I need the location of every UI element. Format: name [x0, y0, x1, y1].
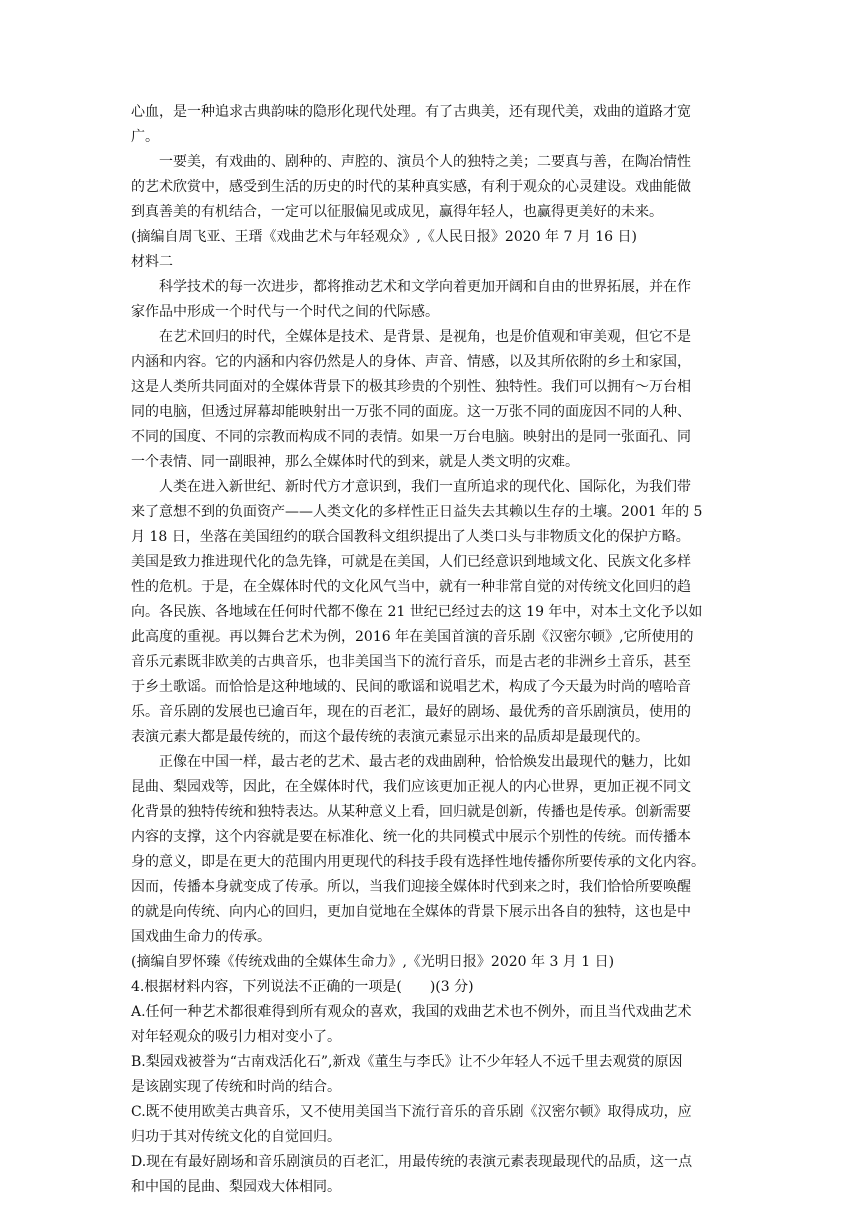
text-line: 内容的支撑，这个内容就是要在标准化、统一化的共同模式中展示个别性的传统。而传播本 [131, 829, 691, 845]
document-page [131, 100, 731, 1200]
text-line: 美国是致力推进现代化的急先锋，可就是在美国，人们已经意识到地域文化、民族文化多样 [131, 554, 691, 570]
text-line: 国戏曲生命力的传承。 [131, 929, 271, 945]
text-line: 内涵和内容。它的内涵和内容仍然是人的身体、声音、情感，以及其所依附的乡土和家国， [131, 354, 691, 370]
text-line: 音乐元素既非欧美的古典音乐，也非美国当下的流行音乐，而是古老的非洲乡土音乐，甚至 [131, 654, 691, 670]
question-4-option-d [131, 1150, 731, 1200]
text-line: 昆曲、梨园戏等，因此，在全媒体时代，我们应该更加正视人的内心世界，更加正视不同文 [131, 779, 691, 795]
material1-source-citation: (摘编自周飞亚、王瑨《戏曲艺术与年轻观众》,《人民日报》2020 年 7 月 16 日) [131, 229, 637, 245]
text-line: 一个表情、同一副眼神，那么全媒体时代的到来，就是人类文明的灾难。 [131, 454, 579, 470]
text-line: 于乡土歌谣。而恰恰是这种地域的、民间的歌谣和说唱艺术，构成了今天最为时尚的嘻哈音 [131, 679, 691, 695]
text-line: D.现在有最好剧场和音乐剧演员的百老汇，用最传统的表演元素表现最现代的品质，这一点 [131, 1154, 693, 1170]
text-line: 乐。音乐剧的发展也已逾百年，现在的百老汇，最好的剧场、最优秀的音乐剧演员，使用的 [131, 704, 691, 720]
text-line: 到真善美的有机结合，一定可以征服偏见或成见，赢得年轻人，也赢得更美好的未来。 [131, 204, 663, 220]
text-line: 在艺术回归的时代，全媒体是技术、是背景、是视角，也是价值观和审美观，但它不是 [159, 329, 691, 345]
text-line: 科学技术的每一次进步，都将推动艺术和文学向着更加开阔和自由的世界拓展，并在作 [159, 279, 691, 295]
text-line: 是该剧实现了传统和时尚的结合。 [131, 1079, 341, 1095]
text-line: 广。 [131, 129, 159, 145]
material2-paragraph-2 [131, 325, 731, 475]
material2-paragraph-1 [131, 275, 731, 325]
question-4-option-c [131, 1100, 731, 1150]
text-line: 人类在进入新世纪、新时代方才意识到，我们一直所追求的现代化、国际化，为我们带 [159, 479, 691, 495]
text-line: 一要美，有戏曲的、剧种的、声腔的、演员个人的独特之美；二要真与善，在陶冶情性 [159, 154, 691, 170]
question-4-option-b [131, 1050, 731, 1100]
text-line: 同的电脑，但透过屏幕却能映射出一万张不同的面庞。这一万张不同的面庞因不同的人种、 [131, 404, 691, 420]
text-line: 向。各民族、各地域在任何时代都不像在 21 世纪已经过去的这 19 年中，对本土文化予以如 [131, 604, 703, 620]
material1-paragraph-1 [131, 100, 731, 150]
question-4-stem: 4.根据材料内容，下列说法不正确的一项是( )(3 分) [131, 979, 474, 995]
material2-source-citation: (摘编自罗怀臻《传统戏曲的全媒体生命力》,《光明日报》2020 年 3 月 1 日) [131, 954, 615, 970]
text-line: 心血，是一种追求古典韵味的隐形化现代处理。有了古典美，还有现代美，戏曲的道路才宽 [131, 104, 691, 120]
text-line: 的就是向传统、向内心的回归，更加自觉地在全媒体的背景下展示出各自的独特，这也是中 [131, 904, 691, 920]
text-line: 性的危机。于是，在全媒体时代的文化风气当中，就有一种非常自觉的对传统文化回归的趋 [131, 579, 691, 595]
text-line: 来了意想不到的负面资产——人类文化的多样性正日益失去其赖以生存的土壤。2001 年的 5 [131, 504, 703, 520]
text-line: 不同的国度、不同的宗教而构成不同的表情。如果一万台电脑。映射出的是同一张面孔、同 [131, 429, 691, 445]
material2-paragraph-4 [131, 750, 731, 950]
text-line: 对年轻观众的吸引力相对变小了。 [131, 1029, 341, 1045]
text-line: 归功于其对传统文化的自觉回归。 [131, 1129, 341, 1145]
text-line: 身的意义，即是在更大的范围内用更现代的科技手段有选择性地传播你所要传承的文化内容。 [131, 854, 705, 870]
text-line: 表演元素大都是最传统的，而这个最传统的表演元素显示出来的品质却是最现代的。 [131, 729, 649, 745]
question-4-option-a [131, 1000, 731, 1050]
text-line: 此高度的重视。再以舞台艺术为例，2016 年在美国首演的音乐剧《汉密尔顿》,它所使用的 [131, 629, 694, 645]
text-line: 月 18 日，坐落在美国纽约的联合国教科文组织提出了人类口头与非物质文化的保护方略。 [131, 529, 690, 545]
text-line: 化背景的独特传统和独特表达。从某种意义上看，回归就是创新，传播也是传承。创新需要 [131, 804, 691, 820]
material2-paragraph-3 [131, 475, 731, 750]
text-line: 这是人类所共同面对的全媒体背景下的极其珍贵的个别性、独特性。我们可以拥有～万台相 [131, 379, 691, 395]
text-line: 家作品中形成一个时代与一个时代之间的代际感。 [131, 304, 439, 320]
text-line: 的艺术欣赏中，感受到生活的历史的时代的某种真实感，有利于观众的心灵建设。戏曲能做 [131, 179, 691, 195]
text-line: C.既不使用欧美古典音乐，又不使用美国当下流行音乐的音乐剧《汉密尔顿》取得成功，应 [131, 1104, 692, 1120]
material2-heading: 材料二 [131, 254, 173, 270]
text-line: 正像在中国一样，最古老的艺术、最古老的戏曲剧种，恰恰焕发出最现代的魅力，比如 [159, 754, 691, 770]
text-line: 因而，传播本身就变成了传承。所以，当我们迎接全媒体时代到来之时，我们恰恰所要唤醒 [131, 879, 691, 895]
text-line: A.任何一种艺术都很难得到所有观众的喜欢，我国的戏曲艺术也不例外，而且当代戏曲艺术 [131, 1004, 692, 1020]
text-line: 和中国的昆曲、梨园戏大体相同。 [131, 1179, 341, 1195]
text-line: B.梨园戏被誉为“古南戏活化石”,新戏《董生与李氏》让不少年轻人不远千里去观赏的原因 [131, 1054, 683, 1070]
material1-paragraph-2 [131, 150, 731, 225]
